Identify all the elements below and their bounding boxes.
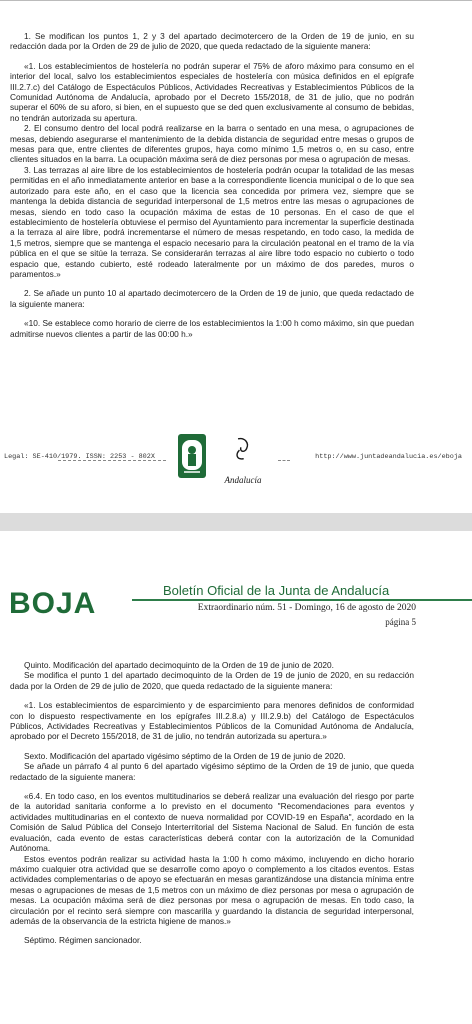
page-number: página 5 (385, 617, 416, 627)
bulletin-title: Boletín Oficial de la Junta de Andalucía (163, 583, 390, 598)
sexto-heading: Sexto. Modificación del apartado vigésimo séptimo de la Orden de 19 de junio de 2020. (24, 750, 346, 761)
issue-info: Extraordinario núm. 51 - Domingo, 16 de agosto de 2020 (197, 603, 416, 613)
sexto-quote-1: «6.4. En todo caso, en los eventos multitudinarios se deberá realizar una evaluación del riesgo por parte de la autoridad sanitaria conforme a lo previsto en el documento "Recomendaciones para eventos y actividades multitudinarias en el contexto de nueva normalidad por COVID-19 en España", acordado en la Comisión de Salud Pública del Consejo Interterritorial del Sistema Nacional de Salud. En función de esta evaluación, cada evento de estas características deberá contar con la autorización de la Comunidad Autónoma. (10, 791, 414, 854)
quote-point-10: «10. Se establece como horario de cierre de los establecimientos la 1:00 h como máximo, sin que puedan admitirse nuevos clientes a partir de las 00:00 h.» (10, 318, 414, 339)
header-rule (132, 599, 472, 601)
point-2-paragraph: 2. Se añade un punto 10 al apartado decimotercero de la Orden de 19 de junio, que queda redactado de la siguiente manera: (10, 288, 414, 309)
quinto-quote: «1. Los establecimientos de esparcimiento y de esparcimiento para menores definidos de conformidad con lo dispuesto respectivamente en los epígrafes III.2.8.a) y III.2.9.b) del Catálogo de Espectáculos Públicos, Actividades Recreativas y Establecimientos Públicos de la Comunidad Autónoma de Andalucía, aprobado por el Decreto 155/2018, de 31 de julio, no tendrán autorizada su apertura.» (10, 700, 414, 742)
intro-paragraph: 1. Se modifican los puntos 1, 2 y 3 del apartado decimotercero de la Orden de 19 de junio, en su redacción dada por la Orden de 29 de julio de 2020, que queda redactado de la siguiente manera: (10, 31, 414, 52)
legal-deposit: Legal: SE-410/1979. ISSN: 2253 - 802X (4, 453, 155, 461)
quote-point-3: 3. Las terrazas al aire libre de los establecimientos de hostelería podrán ocupar la totalidad de las mesas permitidas en el año inmediatamente anterior en base a la correspondiente licencia municipal o de lo que sea autorizado para este año, en el caso que la licencia sea concedida por primera vez, siempre que se mantenga la debida distancia de seguridad interpersonal de 1,5 metros entre las mesas o agrupaciones de mesas, siendo en todo caso la ocupación máxima de estas de 10 personas. En el caso de que el establecimiento de hostelería obtuviese el permiso del Ayuntamiento para incrementar la superficie destinada a la terraza al aire libre, podrá incrementarse el número de mesas respetando, en todo caso, la medida de 1,5 metros, siempre que se mantenga el espacio necesario para la circulación peatonal en el tramo de la vía pública en el que se sitúe la terraza. Se considerarán terrazas al aire libre todo espacio no cubierto o todo espacio que, estando cubierto, esté rodeado lateralmente por un máximo de dos paredes, muros o paramentos.» (10, 164, 414, 279)
quote-point-2: 2. El consumo dentro del local podrá realizarse en la barra o sentado en una mesa, o agrupaciones de mesas, debiendo asegurarse el mantenimiento de la debida distancia de seguridad entre mesas o grupos de mesas para que, entre clientes de diferentes grupos, haya como mínimo 1,5 metros o, en su caso, entre clientes situados en la barra. La ocupación máxima será de diez personas por mesa o agrupación de mesas. (10, 123, 414, 165)
sexto-paragraph: Se añade un párrafo 4 al punto 6 del apartado vigésimo séptimo de la Orden de 19 de junio, que queda redactado de la siguiente manera: (10, 761, 414, 782)
boja-logo: BOJA (9, 587, 97, 620)
footer-rule-right (278, 460, 290, 461)
quinto-heading: Quinto. Modificación del apartado decimoquinto de la Orden de 19 de junio de 2020. (24, 660, 334, 670)
logo-caption: Andalucía (224, 475, 262, 485)
junta-logo (218, 436, 268, 484)
quinto-paragraph: Se modifica el punto 1 del apartado decimoquinto de la Orden de 19 de junio de 2020, en su redacción dada por la Orden de 29 de julio de 2020, que queda redactado de la siguiente manera: (10, 670, 414, 691)
quote-point-1: «1. Los establecimientos de hostelería no podrán superar el 75% de aforo máximo para consumo en el interior del local, salvo los establecimientos especiales de hostelería con música definidos en el epígrafe III.2.7.c) del Catálogo de Espectáculos Públicos, Actividades Recreativas y Establecimientos Públicos de la Comunidad Autónoma de Andalucía, aprobado por el Decreto 155/2018, de 31 de julio, que no podrán superar el 60% de su aforo, si bien, en el supuesto que se ded quen exclusivamente al consumo de bebidas, no tendrán autorizada su apertura. (10, 60, 414, 123)
septimo-heading: Séptimo. Régimen sancionador. (24, 935, 142, 946)
boja-url: http://www.juntadeandalucia.es/eboja (315, 453, 462, 461)
page1-body (10, 31, 414, 339)
andalucia-coat-of-arms-icon (176, 432, 208, 480)
page-separator (0, 513, 472, 531)
sexto-quote-2: Estos eventos podrán realizar su actividad hasta la 1:00 h como máximo, incluyendo en dicho horario máximo cualquier otra actividad que se desarrolle como apoyo o complemento a los citados eventos. Estas actividades complementarias o de apoyo se efectuarán en mesas garantizándose una distancia mínima entre mesas o agrupaciones de mesas de 1,5 metros con un máximo de diez personas por mesa o agrupación de mesas. La ocupación máxima será de diez personas por mesa o agrupación de mesas. En todo caso, la circulación por el recinto será siempre con mascarilla y guardando la distancia de seguridad interpersonal, además de la observancia de la estricta higiene de manos.» (10, 853, 414, 926)
page2-body (10, 660, 414, 946)
top-edge (0, 0, 472, 1)
junta-logo-icon (218, 436, 268, 470)
